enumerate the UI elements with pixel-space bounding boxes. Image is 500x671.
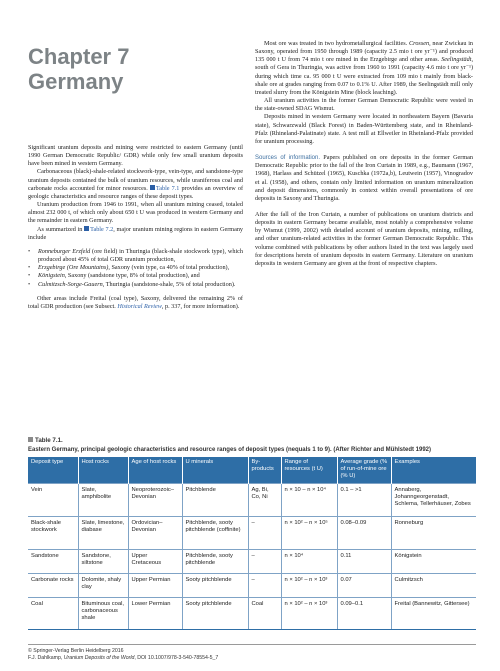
copyright-footer <box>28 644 476 662</box>
paragraph-regions: As summarized in Table 7.2, major uranium mining regions in eastern Germany include <box>28 225 244 241</box>
table-cell: Upper Cretaceous <box>128 549 182 573</box>
table-cell: 0.09–0.1 <box>337 597 391 629</box>
table-cell: 0.08–0.09 <box>337 516 391 549</box>
table-row <box>28 573 476 597</box>
table-7-1-link[interactable]: Table 7.1 <box>155 184 180 192</box>
right-column <box>255 40 473 268</box>
chapter-number: Chapter 7 <box>28 44 130 69</box>
table-cell: Upper Permian <box>128 573 182 597</box>
left-column <box>28 144 243 311</box>
table-row <box>28 516 476 549</box>
paragraph-sources: Sources of information. Papers published on ore deposits in the former German Democratic Republic prior to the fall of the Iron Curtain in 1989, e.g., Baumann (1967, 1968), Harlass and Schützel (1965), Kuschka (1972a,b), Leutwein (1957), Vinogradov et al. (1958), and others, contain only limited information on uranium mineralization and deposit dimensions, commonly in context within overall presentations of ore deposits in Saxony and Thuringia. <box>255 154 474 202</box>
table-cell: n × 10² – n × 10³ <box>281 597 337 629</box>
table-label: Table 7.1. <box>28 437 63 444</box>
historical-review-link[interactable]: Historical Review <box>117 302 162 310</box>
paragraph-mills: Most ore was treated in two hydrometallurgical facilities. Crossen, near Zwickau in Saxony, operated from 1950 through 1989 (capacity 2.5 mio t ore yr⁻¹) and produced 135 000 t U from 74 mio t ore mined in the Erzgebirge and other areas. Seelingstädt, south of Gera in Thuringia, was active from 1960 to 1991 (capacity 4.6 mio t ore yr⁻¹) during which time ca. 95 000 t U were extracted from 109 mio t mainly from black-shale ore at grades ranging from 0.07 to 0.1% U. After 1989, the Seelingstädt mill only treated slurry from the Königstein Mine (block leaching). <box>255 40 474 96</box>
table-row <box>28 597 476 629</box>
table-cell: Sooty pitchblende <box>182 573 248 597</box>
table-cell: Freital (Bannewitz, Gittersee) <box>391 597 476 629</box>
paragraph-deposit-types: Carbonaceous (black)-shale-related stockwork-type, vein-type, and sandstone-type uranium deposits contained the bulk of uranium resources, while uraniferous coal and carbonate rocks accounted for minor resources. Table 7.1 provides an overview of geologic characteristics and resource ranges of these deposit types. <box>28 168 244 200</box>
paragraph-production: Uranium production from 1946 to 1991, when all uranium mining ceased, totaled almost 232 000 t, of which only about 650 t U was produced in western Germany and the remainder in eastern Germany. <box>28 201 243 225</box>
table-cell: Pitchblende <box>182 483 248 516</box>
list-item: • Erzgebirge (Ore Mountains), Saxony (vein type, ca 40% of total production), <box>28 264 243 272</box>
table-cell: Ordovician–Devonian <box>128 516 182 549</box>
table-cell: 0.11 <box>337 549 391 573</box>
paragraph-intro: Significant uranium deposits and mining were restricted to eastern Germany (until 1990 German Democratic Republic/ GDR) while only few small uranium deposits have been mined in western Germany. <box>28 144 243 168</box>
table-7-2-link[interactable]: Table 7.2 <box>90 225 114 233</box>
table-cell: n × 10 – n × 10⁴ <box>281 483 337 516</box>
mining-regions-list <box>28 248 243 289</box>
table-cell: Coal <box>248 597 281 629</box>
table-cell: Lower Permian <box>128 597 182 629</box>
deposit-types-table <box>28 457 476 630</box>
paragraph-other-areas: Other areas include Freital (coal type), Saxony, delivered the remaining 2% of total GDR production (see Subsect. Historical Review, p. 337, for more information). <box>28 294 243 310</box>
table-cell: Slate, amphibolite <box>78 483 128 516</box>
paragraph-wismut: All uranium activities in the former German Democratic Republic were vested in the state-owned SDAG Wismut. <box>255 97 473 113</box>
table-cell: Dolomite, shaly clay <box>78 573 128 597</box>
table-cell: Bituminous coal, carbonaceous shale <box>78 597 128 629</box>
table-cell: 0.07 <box>337 573 391 597</box>
sources-heading: Sources of information. <box>255 155 321 162</box>
table-row <box>28 483 476 516</box>
table-cell: Ronneburg <box>391 516 476 549</box>
table-cell: Königstein <box>391 549 476 573</box>
table-cell: Black-shale stockwork <box>28 516 78 549</box>
table-cell: Neoproterozoic–Devonian <box>128 483 182 516</box>
table-cell: Pitchblende, sooty pitchblende <box>182 549 248 573</box>
column-header: Range of resources (t U) <box>281 457 337 483</box>
table-cell: Carbonate rocks <box>28 573 78 597</box>
table-cell: Sooty pitchblende <box>182 597 248 629</box>
table-cell: – <box>248 549 281 573</box>
table-cell: Vein <box>28 483 78 516</box>
table-caption: Eastern Germany, principal geologic characteristics and resource ranges of deposit types (nequals 1 to 9). (After Richter and Mühlstedt 1992) <box>28 447 431 453</box>
table-row <box>28 549 476 573</box>
table-cell: Sandstone, siltstone <box>78 549 128 573</box>
table-cell: Slate, limestone, diabase <box>78 516 128 549</box>
chapter-heading <box>28 44 228 94</box>
table-cell: Pitchblende, sooty pitchblende (coffinite) <box>182 516 248 549</box>
table-header-row <box>28 457 476 483</box>
column-header: By-products <box>248 457 281 483</box>
list-item: • Ronneburger Erzfeld (ore field) in Thuringia (black-shale stockwork type), which produced about 45% of total GDR uranium production, <box>28 248 243 264</box>
table-link-icon <box>84 226 89 231</box>
paragraph-western-deposits: Deposits mined in western Germany were located in northeastern Bayern (Bavaria state), Schwarzwald (Black Forest) in Baden-Württemberg state, and in Rheinland-Pfalz (Rhineland-Palatinate) state. A test mill at Ellweiler in Rheinland-Pfalz provided for uranium processing. <box>255 113 473 145</box>
column-header: Host rocks <box>78 457 128 483</box>
table-cell: 0.1 – >1 <box>337 483 391 516</box>
column-header: Age of host rocks <box>128 457 182 483</box>
column-header: Deposit type <box>28 457 78 483</box>
column-header: Examples <box>391 457 476 483</box>
list-item: • Culmitzsch-Sorge-Gauern, Thuringia (sandstone-shale, 5% of total production). <box>28 281 243 289</box>
table-cell: Annaberg, Johanngeorgenstadt, Schlema, Tellerhäuser, Zobes <box>391 483 476 516</box>
column-header: Average grade (% of run-of-mine ore (% U) <box>337 457 391 483</box>
table-cell: – <box>248 573 281 597</box>
table-cell: n × 10² – n × 10⁵ <box>281 516 337 549</box>
table-cell: Sandstone <box>28 549 78 573</box>
citation-line: F.J. Dahlkamp, Uranium Deposits of the World, DOI 10.1007/978-3-540-78554-5_7 <box>28 655 219 661</box>
list-item: • Königstein, Saxony (sandstone type, 8% of total production), and <box>28 272 243 280</box>
column-header: U minerals <box>182 457 248 483</box>
table-cell: Coal <box>28 597 78 629</box>
table-cell: Culmitzsch <box>391 573 476 597</box>
table-cell: – <box>248 516 281 549</box>
table-link-icon <box>150 185 155 190</box>
table-cell: n × 10⁴ <box>281 549 337 573</box>
chapter-title: Germany <box>28 69 124 94</box>
table-cell: n × 10² – n × 10³ <box>281 573 337 597</box>
table-marker-icon <box>28 437 33 442</box>
copyright-line: © Springer-Verlag Berlin Heidelberg 2016 <box>28 648 124 654</box>
table-cell: Ag, Bi, Co, Ni <box>248 483 281 516</box>
paragraph-post-1989: After the fall of the Iron Curtain, a number of publications on uranium districts and deposits in eastern Germany became available, most notably a comprehensive volume by Wismut (1999, 2002) with detailed account of uranium deposits, mining, milling, and other uranium-related activities in the former German Democratic Republic. This volume combined with publications by other authors listed in the text was largely used for descriptions herein of uranium deposits in eastern Germany. Literature on uranium deposits in western Germany are given at the front of respective chapters. <box>255 210 473 267</box>
